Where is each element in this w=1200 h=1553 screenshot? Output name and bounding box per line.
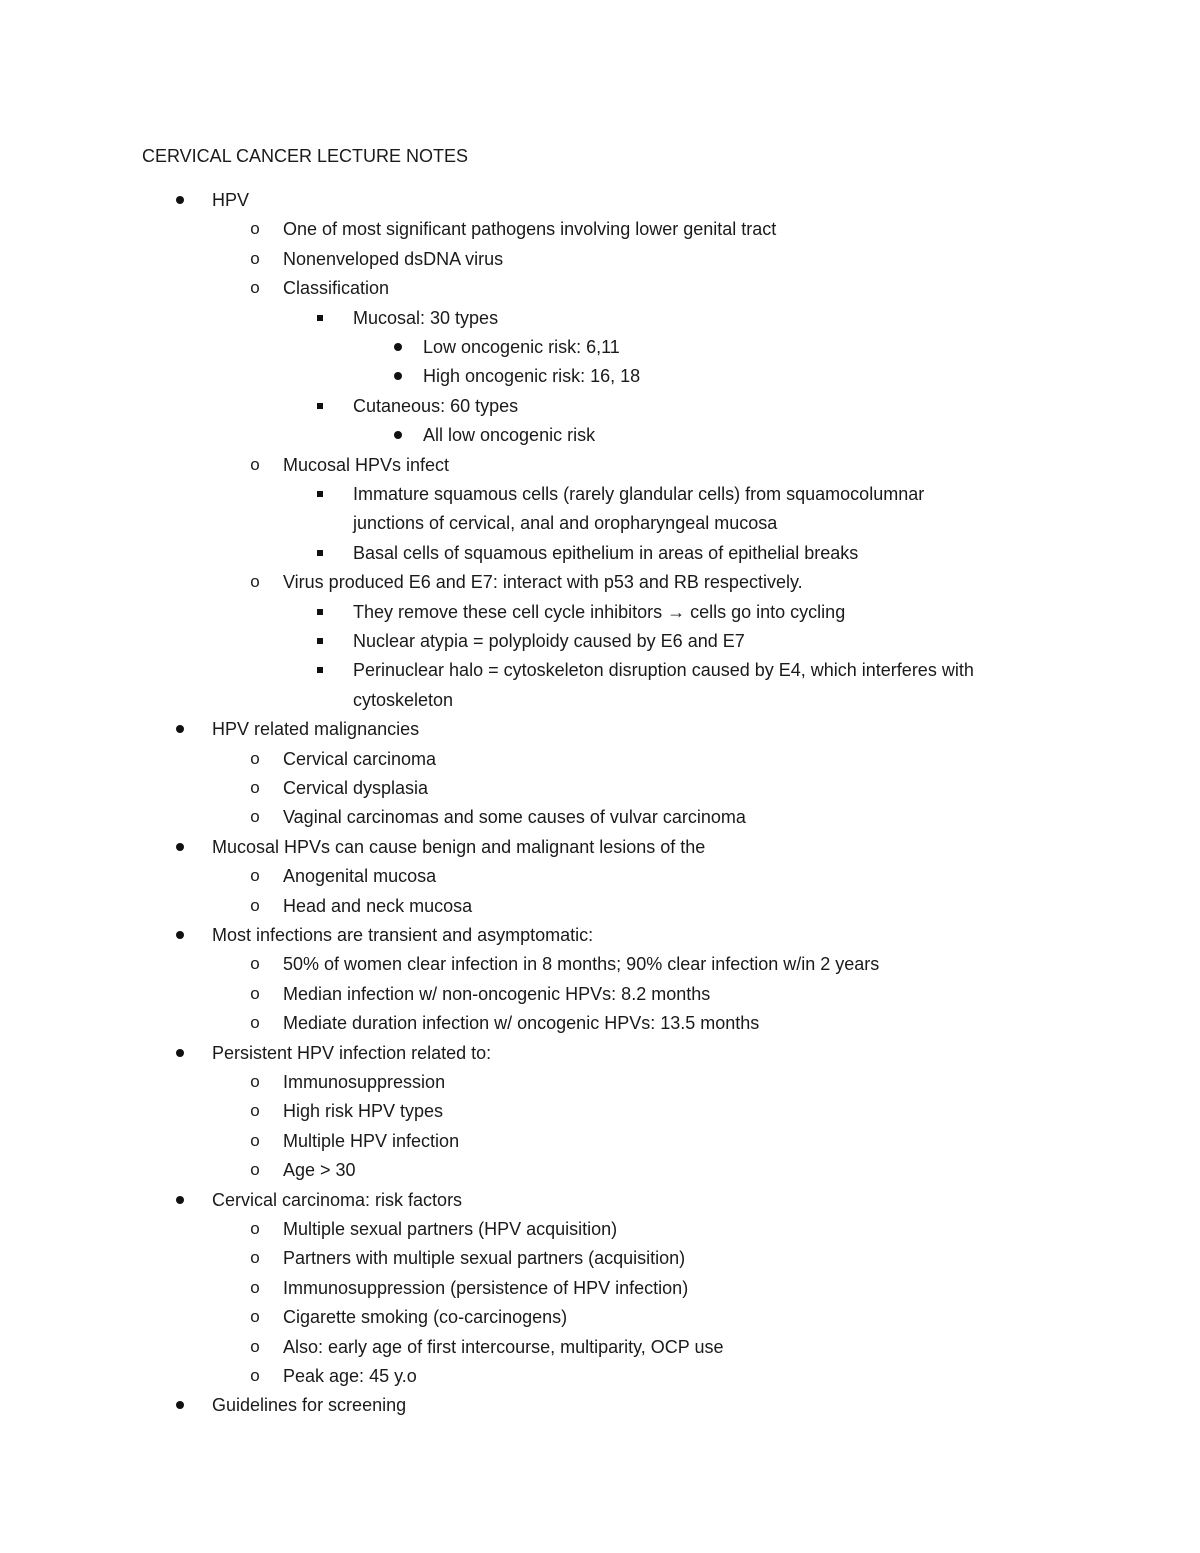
outline-item: Age > 30	[283, 1160, 356, 1180]
outline-item: Basal cells of squamous epithelium in areas of epithelial breaks	[353, 543, 859, 563]
circle-bullet-icon: o	[250, 896, 260, 915]
outline-item: Perinuclear halo = cytoskeleton disruption caused by E4, which interferes with	[353, 660, 974, 680]
outline-item: Cutaneous: 60 types	[353, 396, 519, 416]
circle-bullet-icon: o	[250, 1219, 260, 1238]
outline-item: Persistent HPV infection related to:	[212, 1043, 492, 1063]
outline-item: Nonenveloped dsDNA virus	[283, 249, 504, 269]
circle-bullet-icon: o	[250, 954, 260, 973]
circle-bullet-icon: o	[250, 455, 260, 474]
circle-bullet-icon: o	[250, 219, 260, 238]
outline-item: Classification	[283, 278, 390, 298]
outline-item: Multiple sexual partners (HPV acquisition)	[283, 1219, 618, 1239]
outline-item: One of most significant pathogens involving lower genital tract	[283, 219, 777, 239]
circle-bullet-icon: o	[250, 1160, 260, 1179]
outline-item: Vaginal carcinomas and some causes of vulvar carcinoma	[283, 807, 746, 827]
circle-bullet-icon: o	[250, 807, 260, 826]
outline-item: They remove these cell cycle inhibitors → cells go into cycling	[353, 602, 846, 622]
outline-item: Multiple HPV infection	[283, 1131, 460, 1151]
outline-item: junctions of cervical, anal and oropharyngeal mucosa	[353, 513, 778, 533]
square-bullet-icon	[310, 629, 330, 644]
circle-bullet-icon: o	[250, 572, 260, 591]
outline-item: HPV	[212, 190, 250, 210]
square-bullet-icon	[310, 482, 330, 497]
circle-bullet-icon: o	[250, 778, 260, 797]
circle-bullet-icon: o	[250, 249, 260, 268]
outline-item: Cervical carcinoma: risk factors	[212, 1190, 463, 1210]
outline-item: Cervical dysplasia	[283, 778, 429, 798]
disc-bullet-icon	[170, 1041, 190, 1057]
circle-bullet-icon: o	[250, 1072, 260, 1091]
circle-bullet-icon: o	[250, 1131, 260, 1150]
outline-item: Cigarette smoking (co-carcinogens)	[283, 1307, 568, 1327]
outline-item: 50% of women clear infection in 8 months; 90% clear infection w/in 2 years	[283, 954, 880, 974]
outline-item: Mediate duration infection w/ oncogenic HPVs: 13.5 months	[283, 1013, 760, 1033]
outline-item: Head and neck mucosa	[283, 896, 473, 916]
outline-item: Anogenital mucosa	[283, 866, 437, 886]
outline-item: Peak age: 45 y.o	[283, 1366, 417, 1386]
outline-item: Low oncogenic risk: 6,11	[423, 337, 620, 357]
outline-item: High oncogenic risk: 16, 18	[423, 366, 641, 386]
circle-bullet-icon: o	[250, 866, 260, 885]
outline-item: Median infection w/ non-oncogenic HPVs: 8.2 months	[283, 984, 711, 1004]
outline-item: All low oncogenic risk	[423, 425, 596, 445]
circle-bullet-icon: o	[250, 1307, 260, 1326]
circle-bullet-icon: o	[250, 1013, 260, 1032]
disc-bullet-icon	[388, 364, 408, 380]
disc-bullet-icon	[170, 835, 190, 851]
outline-item: Also: early age of first intercourse, multiparity, OCP use	[283, 1337, 724, 1357]
outline-item: Virus produced E6 and E7: interact with p53 and RB respectively.	[283, 572, 803, 592]
outline-item: Immunosuppression	[283, 1072, 446, 1092]
outline-item: Immature squamous cells (rarely glandular cells) from squamocolumnar	[353, 484, 925, 504]
circle-bullet-icon: o	[250, 278, 260, 297]
outline-item: Partners with multiple sexual partners (acquisition)	[283, 1248, 686, 1268]
disc-bullet-icon	[170, 1188, 190, 1204]
square-bullet-icon	[310, 306, 330, 321]
disc-bullet-icon	[388, 335, 408, 351]
outline-item: HPV related malignancies	[212, 719, 420, 739]
outline-item: High risk HPV types	[283, 1101, 444, 1121]
circle-bullet-icon: o	[250, 1278, 260, 1297]
outline-item: Cervical carcinoma	[283, 749, 437, 769]
disc-bullet-icon	[388, 423, 408, 439]
outline-item: Immunosuppression (persistence of HPV infection)	[283, 1278, 689, 1298]
disc-bullet-icon	[170, 1393, 190, 1409]
circle-bullet-icon: o	[250, 1101, 260, 1120]
disc-bullet-icon	[170, 717, 190, 733]
disc-bullet-icon	[170, 923, 190, 939]
document-title: CERVICAL CANCER LECTURE NOTES	[142, 146, 469, 166]
circle-bullet-icon: o	[250, 1366, 260, 1385]
square-bullet-icon	[310, 541, 330, 556]
circle-bullet-icon: o	[250, 749, 260, 768]
outline-item: Nuclear atypia = polyploidy caused by E6 and E7	[353, 631, 745, 651]
outline-item: cytoskeleton	[353, 690, 454, 710]
outline-item: Guidelines for screening	[212, 1395, 407, 1415]
outline-item: Mucosal HPVs infect	[283, 455, 450, 475]
disc-bullet-icon	[170, 188, 190, 204]
circle-bullet-icon: o	[250, 1337, 260, 1356]
square-bullet-icon	[310, 600, 330, 615]
outline-item: Mucosal HPVs can cause benign and malignant lesions of the	[212, 837, 706, 857]
circle-bullet-icon: o	[250, 1248, 260, 1267]
outline-item: Mucosal: 30 types	[353, 308, 499, 328]
outline-item: Most infections are transient and asymptomatic:	[212, 925, 594, 945]
square-bullet-icon	[310, 394, 330, 409]
circle-bullet-icon: o	[250, 984, 260, 1003]
square-bullet-icon	[310, 658, 330, 673]
